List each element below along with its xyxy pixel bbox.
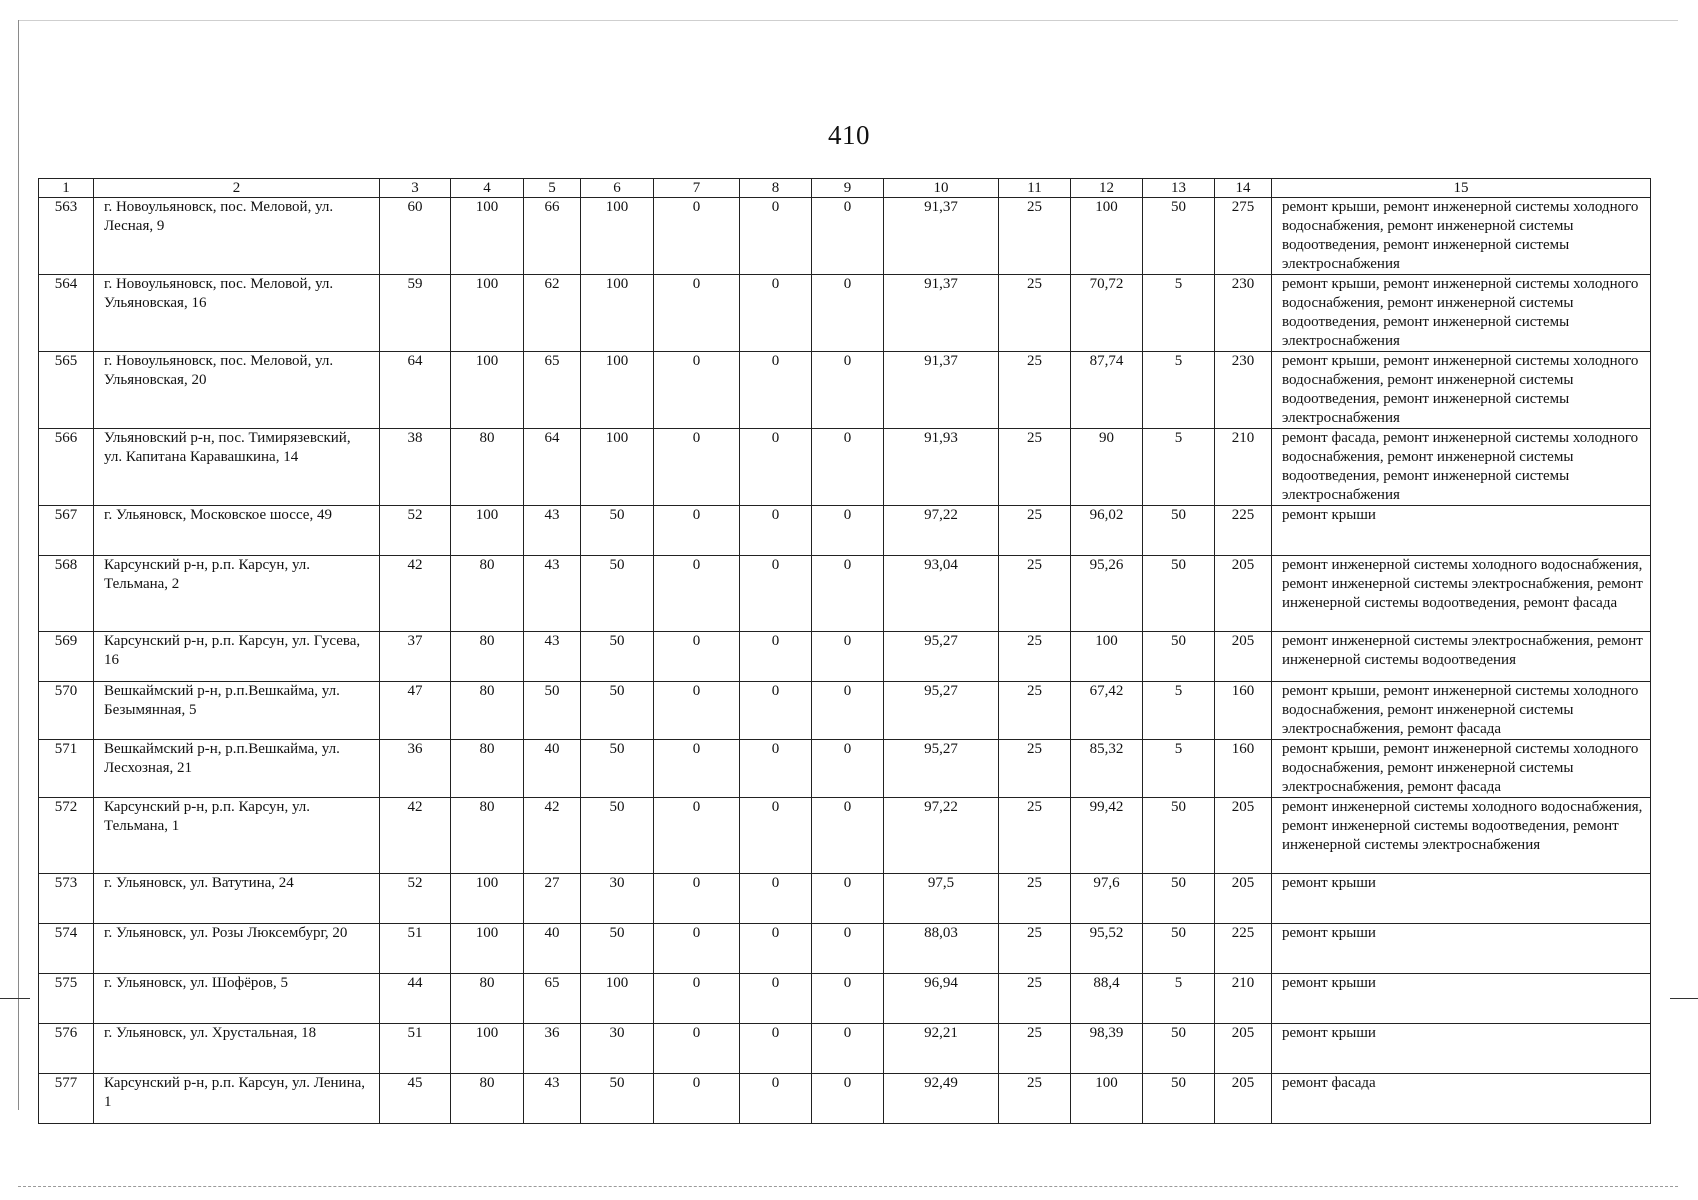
value-cell: 25 bbox=[999, 556, 1071, 632]
works-cell: ремонт крыши bbox=[1272, 506, 1651, 556]
value-cell: 0 bbox=[654, 740, 740, 798]
value-cell: 0 bbox=[740, 1074, 812, 1124]
value-cell: 40 bbox=[524, 924, 581, 974]
column-header: 11 bbox=[999, 179, 1071, 198]
value-cell: 25 bbox=[999, 874, 1071, 924]
column-header: 9 bbox=[812, 179, 884, 198]
value-cell: 205 bbox=[1215, 1074, 1272, 1124]
value-cell: 42 bbox=[380, 798, 451, 874]
value-cell: 42 bbox=[380, 556, 451, 632]
value-cell: 47 bbox=[380, 682, 451, 740]
column-header: 5 bbox=[524, 179, 581, 198]
value-cell: 0 bbox=[812, 556, 884, 632]
works-cell: ремонт крыши bbox=[1272, 1024, 1651, 1074]
value-cell: 100 bbox=[1071, 198, 1143, 275]
value-cell: 0 bbox=[740, 1024, 812, 1074]
value-cell: 0 bbox=[740, 974, 812, 1024]
value-cell: 100 bbox=[451, 506, 524, 556]
value-cell: 100 bbox=[1071, 632, 1143, 682]
value-cell: 27 bbox=[524, 874, 581, 924]
column-header: 8 bbox=[740, 179, 812, 198]
value-cell: 25 bbox=[999, 682, 1071, 740]
value-cell: 275 bbox=[1215, 198, 1272, 275]
value-cell: 0 bbox=[740, 275, 812, 352]
table-row bbox=[39, 798, 1651, 874]
value-cell: 50 bbox=[581, 682, 654, 740]
works-cell: ремонт инженерной системы холодного водоснабжения, ремонт инженерной системы электроснабжения, ремонт инженерной системы водоотведения, ремонт фасада bbox=[1272, 556, 1651, 632]
value-cell: 160 bbox=[1215, 740, 1272, 798]
value-cell: 25 bbox=[999, 740, 1071, 798]
value-cell: 80 bbox=[451, 682, 524, 740]
value-cell: 0 bbox=[812, 275, 884, 352]
value-cell: 80 bbox=[451, 974, 524, 1024]
row-number: 575 bbox=[39, 974, 94, 1024]
value-cell: 0 bbox=[740, 198, 812, 275]
value-cell: 50 bbox=[581, 506, 654, 556]
value-cell: 0 bbox=[654, 632, 740, 682]
table-row bbox=[39, 874, 1651, 924]
works-cell: ремонт фасада, ремонт инженерной системы холодного водоснабжения, ремонт инженерной системы водоотведения, ремонт инженерной системы электроснабжения bbox=[1272, 429, 1651, 506]
table-row bbox=[39, 556, 1651, 632]
value-cell: 100 bbox=[451, 874, 524, 924]
value-cell: 95,26 bbox=[1071, 556, 1143, 632]
value-cell: 90 bbox=[1071, 429, 1143, 506]
value-cell: 210 bbox=[1215, 429, 1272, 506]
value-cell: 0 bbox=[654, 429, 740, 506]
value-cell: 30 bbox=[581, 874, 654, 924]
row-number: 566 bbox=[39, 429, 94, 506]
value-cell: 160 bbox=[1215, 682, 1272, 740]
value-cell: 43 bbox=[524, 506, 581, 556]
row-number: 568 bbox=[39, 556, 94, 632]
value-cell: 25 bbox=[999, 429, 1071, 506]
value-cell: 50 bbox=[1143, 198, 1215, 275]
value-cell: 25 bbox=[999, 198, 1071, 275]
value-cell: 50 bbox=[1143, 556, 1215, 632]
value-cell: 0 bbox=[654, 506, 740, 556]
value-cell: 50 bbox=[1143, 874, 1215, 924]
table-row bbox=[39, 682, 1651, 740]
table-row bbox=[39, 632, 1651, 682]
table-row bbox=[39, 1074, 1651, 1124]
value-cell: 100 bbox=[451, 1024, 524, 1074]
value-cell: 42 bbox=[524, 798, 581, 874]
value-cell: 0 bbox=[654, 798, 740, 874]
value-cell: 100 bbox=[581, 275, 654, 352]
page-edge-left bbox=[18, 20, 19, 1110]
value-cell: 0 bbox=[740, 556, 812, 632]
value-cell: 100 bbox=[581, 352, 654, 429]
address-cell: г. Новоульяновск, пос. Меловой, ул. Лесная, 9 bbox=[94, 198, 380, 275]
value-cell: 91,37 bbox=[884, 352, 999, 429]
value-cell: 100 bbox=[451, 275, 524, 352]
column-header: 14 bbox=[1215, 179, 1272, 198]
value-cell: 100 bbox=[451, 352, 524, 429]
value-cell: 100 bbox=[451, 924, 524, 974]
column-header: 10 bbox=[884, 179, 999, 198]
row-number: 569 bbox=[39, 632, 94, 682]
address-cell: Карсунский р-н, р.п. Карсун, ул. Ленина, 1 bbox=[94, 1074, 380, 1124]
value-cell: 205 bbox=[1215, 798, 1272, 874]
value-cell: 0 bbox=[740, 682, 812, 740]
value-cell: 59 bbox=[380, 275, 451, 352]
table-body bbox=[39, 198, 1651, 1124]
value-cell: 50 bbox=[524, 682, 581, 740]
row-number: 577 bbox=[39, 1074, 94, 1124]
value-cell: 91,37 bbox=[884, 198, 999, 275]
value-cell: 51 bbox=[380, 924, 451, 974]
column-header: 15 bbox=[1272, 179, 1651, 198]
value-cell: 0 bbox=[654, 874, 740, 924]
value-cell: 25 bbox=[999, 798, 1071, 874]
value-cell: 0 bbox=[740, 506, 812, 556]
value-cell: 0 bbox=[740, 740, 812, 798]
column-header: 2 bbox=[94, 179, 380, 198]
value-cell: 80 bbox=[451, 556, 524, 632]
value-cell: 38 bbox=[380, 429, 451, 506]
value-cell: 0 bbox=[654, 924, 740, 974]
value-cell: 0 bbox=[812, 352, 884, 429]
value-cell: 93,04 bbox=[884, 556, 999, 632]
works-cell: ремонт фасада bbox=[1272, 1074, 1651, 1124]
value-cell: 225 bbox=[1215, 924, 1272, 974]
value-cell: 0 bbox=[654, 1024, 740, 1074]
works-cell: ремонт инженерной системы электроснабжения, ремонт инженерной системы водоотведения bbox=[1272, 632, 1651, 682]
value-cell: 97,22 bbox=[884, 506, 999, 556]
value-cell: 225 bbox=[1215, 506, 1272, 556]
value-cell: 80 bbox=[451, 632, 524, 682]
row-number: 571 bbox=[39, 740, 94, 798]
value-cell: 0 bbox=[654, 198, 740, 275]
value-cell: 0 bbox=[740, 874, 812, 924]
address-cell: Ульяновский р-н, пос. Тимирязевский, ул. Капитана Каравашкина, 14 bbox=[94, 429, 380, 506]
table-row bbox=[39, 740, 1651, 798]
value-cell: 0 bbox=[654, 275, 740, 352]
value-cell: 80 bbox=[451, 740, 524, 798]
value-cell: 0 bbox=[812, 924, 884, 974]
value-cell: 100 bbox=[581, 429, 654, 506]
value-cell: 25 bbox=[999, 1024, 1071, 1074]
value-cell: 50 bbox=[1143, 798, 1215, 874]
value-cell: 80 bbox=[451, 798, 524, 874]
row-number: 573 bbox=[39, 874, 94, 924]
address-cell: г. Ульяновск, ул. Розы Люксембург, 20 bbox=[94, 924, 380, 974]
value-cell: 0 bbox=[740, 632, 812, 682]
address-cell: г. Новоульяновск, пос. Меловой, ул. Ульяновская, 16 bbox=[94, 275, 380, 352]
row-number: 576 bbox=[39, 1024, 94, 1074]
value-cell: 97,6 bbox=[1071, 874, 1143, 924]
value-cell: 5 bbox=[1143, 974, 1215, 1024]
page-edge-bottom bbox=[18, 1186, 1678, 1187]
value-cell: 45 bbox=[380, 1074, 451, 1124]
value-cell: 50 bbox=[1143, 924, 1215, 974]
table-row bbox=[39, 974, 1651, 1024]
value-cell: 65 bbox=[524, 974, 581, 1024]
value-cell: 51 bbox=[380, 1024, 451, 1074]
value-cell: 67,42 bbox=[1071, 682, 1143, 740]
value-cell: 205 bbox=[1215, 632, 1272, 682]
value-cell: 210 bbox=[1215, 974, 1272, 1024]
value-cell: 25 bbox=[999, 974, 1071, 1024]
value-cell: 92,49 bbox=[884, 1074, 999, 1124]
works-cell: ремонт крыши bbox=[1272, 974, 1651, 1024]
value-cell: 85,32 bbox=[1071, 740, 1143, 798]
binding-mark-right bbox=[1670, 998, 1698, 999]
row-number: 572 bbox=[39, 798, 94, 874]
works-cell: ремонт крыши bbox=[1272, 924, 1651, 974]
address-cell: г. Ульяновск, ул. Шофёров, 5 bbox=[94, 974, 380, 1024]
address-cell: Вешкаймский р-н, р.п.Вешкайма, ул. Лесхозная, 21 bbox=[94, 740, 380, 798]
row-number: 563 bbox=[39, 198, 94, 275]
value-cell: 87,74 bbox=[1071, 352, 1143, 429]
value-cell: 100 bbox=[1071, 1074, 1143, 1124]
value-cell: 0 bbox=[654, 974, 740, 1024]
column-header: 13 bbox=[1143, 179, 1215, 198]
value-cell: 50 bbox=[1143, 1074, 1215, 1124]
value-cell: 43 bbox=[524, 632, 581, 682]
value-cell: 97,5 bbox=[884, 874, 999, 924]
value-cell: 36 bbox=[524, 1024, 581, 1074]
page-edge-top bbox=[18, 20, 1678, 21]
value-cell: 205 bbox=[1215, 1024, 1272, 1074]
value-cell: 98,39 bbox=[1071, 1024, 1143, 1074]
value-cell: 80 bbox=[451, 1074, 524, 1124]
value-cell: 60 bbox=[380, 198, 451, 275]
value-cell: 25 bbox=[999, 1074, 1071, 1124]
value-cell: 62 bbox=[524, 275, 581, 352]
value-cell: 0 bbox=[812, 682, 884, 740]
value-cell: 66 bbox=[524, 198, 581, 275]
value-cell: 230 bbox=[1215, 352, 1272, 429]
value-cell: 25 bbox=[999, 506, 1071, 556]
value-cell: 64 bbox=[524, 429, 581, 506]
value-cell: 0 bbox=[812, 874, 884, 924]
value-cell: 0 bbox=[812, 1024, 884, 1074]
value-cell: 91,37 bbox=[884, 275, 999, 352]
address-cell: г. Ульяновск, Московское шоссе, 49 bbox=[94, 506, 380, 556]
value-cell: 50 bbox=[581, 556, 654, 632]
value-cell: 5 bbox=[1143, 740, 1215, 798]
address-cell: г. Ульяновск, ул. Хрустальная, 18 bbox=[94, 1024, 380, 1074]
value-cell: 205 bbox=[1215, 556, 1272, 632]
value-cell: 96,02 bbox=[1071, 506, 1143, 556]
works-cell: ремонт крыши, ремонт инженерной системы холодного водоснабжения, ремонт инженерной системы электроснабжения, ремонт фасада bbox=[1272, 682, 1651, 740]
value-cell: 5 bbox=[1143, 682, 1215, 740]
value-cell: 0 bbox=[812, 798, 884, 874]
value-cell: 64 bbox=[380, 352, 451, 429]
table-row bbox=[39, 429, 1651, 506]
table-row bbox=[39, 352, 1651, 429]
value-cell: 43 bbox=[524, 556, 581, 632]
value-cell: 0 bbox=[812, 429, 884, 506]
value-cell: 100 bbox=[581, 198, 654, 275]
column-header: 1 bbox=[39, 179, 94, 198]
row-number: 567 bbox=[39, 506, 94, 556]
page-number: 410 bbox=[828, 120, 870, 150]
column-header: 6 bbox=[581, 179, 654, 198]
value-cell: 88,4 bbox=[1071, 974, 1143, 1024]
value-cell: 52 bbox=[380, 874, 451, 924]
column-header: 12 bbox=[1071, 179, 1143, 198]
value-cell: 0 bbox=[812, 740, 884, 798]
column-header: 4 bbox=[451, 179, 524, 198]
value-cell: 50 bbox=[581, 798, 654, 874]
value-cell: 37 bbox=[380, 632, 451, 682]
value-cell: 95,52 bbox=[1071, 924, 1143, 974]
value-cell: 95,27 bbox=[884, 740, 999, 798]
value-cell: 25 bbox=[999, 352, 1071, 429]
table-row bbox=[39, 924, 1651, 974]
row-number: 564 bbox=[39, 275, 94, 352]
address-cell: Карсунский р-н, р.п. Карсун, ул. Тельмана, 2 bbox=[94, 556, 380, 632]
value-cell: 5 bbox=[1143, 429, 1215, 506]
value-cell: 65 bbox=[524, 352, 581, 429]
address-cell: г. Ульяновск, ул. Ватутина, 24 bbox=[94, 874, 380, 924]
value-cell: 0 bbox=[812, 198, 884, 275]
value-cell: 0 bbox=[812, 974, 884, 1024]
value-cell: 0 bbox=[740, 798, 812, 874]
value-cell: 92,21 bbox=[884, 1024, 999, 1074]
value-cell: 5 bbox=[1143, 275, 1215, 352]
row-number: 570 bbox=[39, 682, 94, 740]
value-cell: 0 bbox=[654, 682, 740, 740]
value-cell: 205 bbox=[1215, 874, 1272, 924]
value-cell: 95,27 bbox=[884, 632, 999, 682]
column-header: 3 bbox=[380, 179, 451, 198]
table-row bbox=[39, 1024, 1651, 1074]
value-cell: 100 bbox=[581, 974, 654, 1024]
value-cell: 30 bbox=[581, 1024, 654, 1074]
value-cell: 0 bbox=[654, 352, 740, 429]
value-cell: 50 bbox=[581, 740, 654, 798]
value-cell: 50 bbox=[1143, 506, 1215, 556]
value-cell: 50 bbox=[581, 924, 654, 974]
value-cell: 88,03 bbox=[884, 924, 999, 974]
value-cell: 230 bbox=[1215, 275, 1272, 352]
address-cell: Вешкаймский р-н, р.п.Вешкайма, ул. Безымянная, 5 bbox=[94, 682, 380, 740]
value-cell: 25 bbox=[999, 275, 1071, 352]
works-cell: ремонт крыши, ремонт инженерной системы холодного водоснабжения, ремонт инженерной системы водоотведения, ремонт инженерной системы электроснабжения bbox=[1272, 352, 1651, 429]
value-cell: 50 bbox=[1143, 632, 1215, 682]
value-cell: 96,94 bbox=[884, 974, 999, 1024]
table-row bbox=[39, 275, 1651, 352]
value-cell: 99,42 bbox=[1071, 798, 1143, 874]
value-cell: 52 bbox=[380, 506, 451, 556]
works-cell: ремонт крыши, ремонт инженерной системы холодного водоснабжения, ремонт инженерной системы водоотведения, ремонт инженерной системы электроснабжения bbox=[1272, 275, 1651, 352]
value-cell: 0 bbox=[740, 352, 812, 429]
value-cell: 0 bbox=[812, 1074, 884, 1124]
value-cell: 50 bbox=[581, 632, 654, 682]
table-row bbox=[39, 198, 1651, 275]
value-cell: 50 bbox=[581, 1074, 654, 1124]
address-cell: г. Новоульяновск, пос. Меловой, ул. Ульяновская, 20 bbox=[94, 352, 380, 429]
binding-mark-left bbox=[0, 998, 30, 999]
works-cell: ремонт инженерной системы холодного водоснабжения, ремонт инженерной системы водоотведения, ремонт инженерной системы электроснабжения bbox=[1272, 798, 1651, 874]
value-cell: 0 bbox=[654, 1074, 740, 1124]
address-cell: Карсунский р-н, р.п. Карсун, ул. Гусева, 16 bbox=[94, 632, 380, 682]
value-cell: 25 bbox=[999, 632, 1071, 682]
works-cell: ремонт крыши, ремонт инженерной системы холодного водоснабжения, ремонт инженерной системы электроснабжения, ремонт фасада bbox=[1272, 740, 1651, 798]
value-cell: 0 bbox=[812, 506, 884, 556]
value-cell: 50 bbox=[1143, 1024, 1215, 1074]
works-cell: ремонт крыши, ремонт инженерной системы холодного водоснабжения, ремонт инженерной системы водоотведения, ремонт инженерной системы электроснабжения bbox=[1272, 198, 1651, 275]
table-row bbox=[39, 506, 1651, 556]
value-cell: 95,27 bbox=[884, 682, 999, 740]
header-row bbox=[39, 179, 1651, 198]
row-number: 565 bbox=[39, 352, 94, 429]
value-cell: 97,22 bbox=[884, 798, 999, 874]
value-cell: 43 bbox=[524, 1074, 581, 1124]
row-number: 574 bbox=[39, 924, 94, 974]
value-cell: 25 bbox=[999, 924, 1071, 974]
value-cell: 70,72 bbox=[1071, 275, 1143, 352]
address-cell: Карсунский р-н, р.п. Карсун, ул. Тельмана, 1 bbox=[94, 798, 380, 874]
value-cell: 80 bbox=[451, 429, 524, 506]
value-cell: 5 bbox=[1143, 352, 1215, 429]
value-cell: 40 bbox=[524, 740, 581, 798]
value-cell: 100 bbox=[451, 198, 524, 275]
value-cell: 36 bbox=[380, 740, 451, 798]
value-cell: 0 bbox=[812, 632, 884, 682]
value-cell: 0 bbox=[740, 924, 812, 974]
column-header: 7 bbox=[654, 179, 740, 198]
value-cell: 44 bbox=[380, 974, 451, 1024]
works-cell: ремонт крыши bbox=[1272, 874, 1651, 924]
data-table bbox=[38, 178, 1651, 1124]
value-cell: 0 bbox=[740, 429, 812, 506]
value-cell: 0 bbox=[654, 556, 740, 632]
value-cell: 91,93 bbox=[884, 429, 999, 506]
